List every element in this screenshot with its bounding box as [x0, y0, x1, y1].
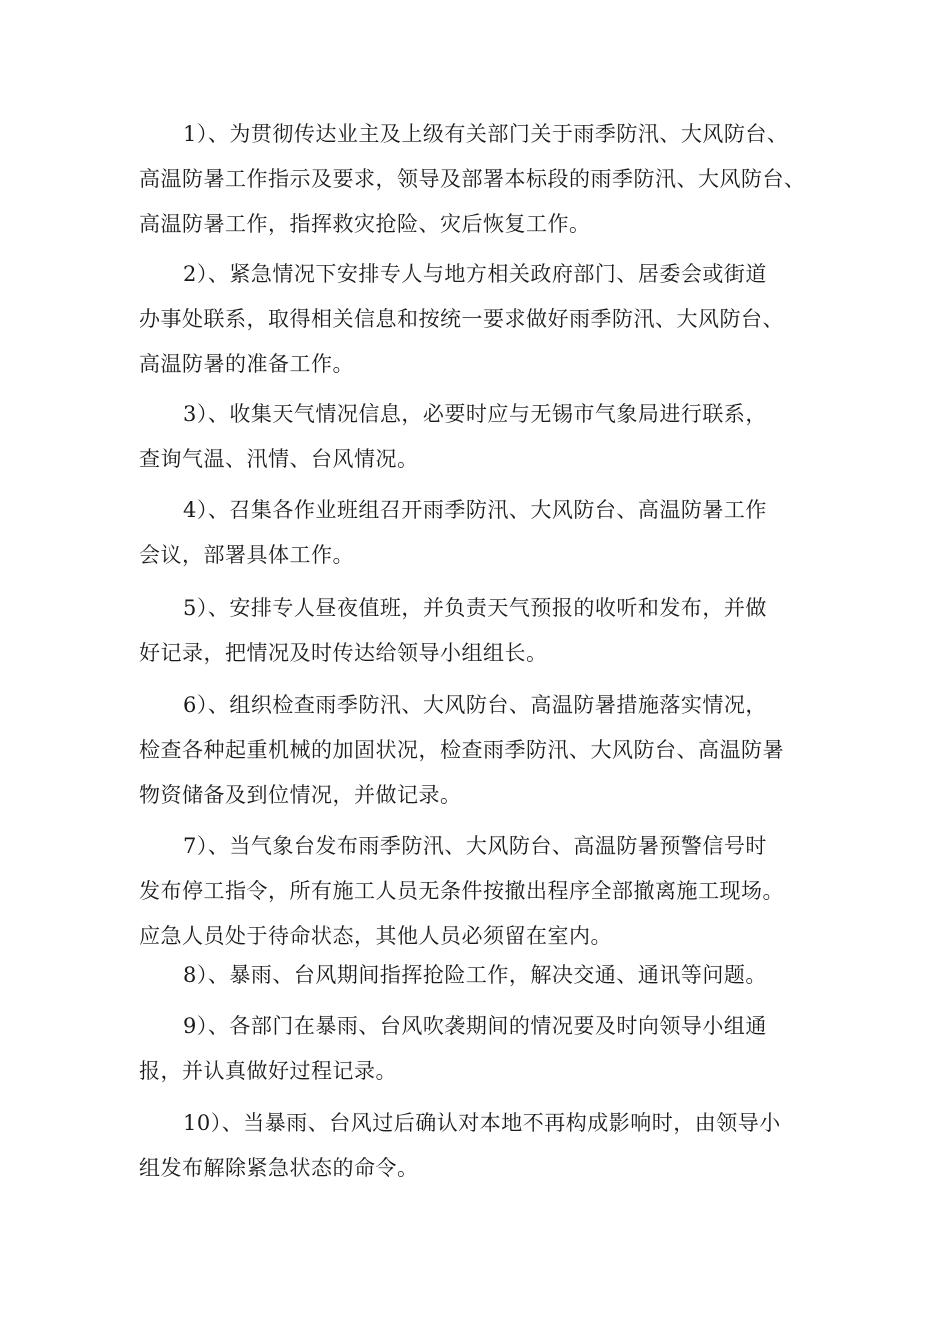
- paragraph-10: [139, 1101, 829, 1191]
- paragraph-3: [139, 392, 829, 482]
- paragraph-line: 报，并认真做好过程记录。: [139, 1059, 397, 1083]
- paragraph-line: 8）、暴雨、台风期间指挥抢险工作，解决交通、通讯等问题。: [183, 963, 767, 987]
- paragraph-line: 办事处联系，取得相关信息和按统一要求做好雨季防汛、大风防台、: [139, 307, 784, 331]
- paragraph-line: 6）、组织检查雨季防汛、大风防台、高温防暑措施落实情况，: [183, 693, 767, 717]
- paragraph-7: [139, 824, 829, 959]
- paragraph-6: [139, 683, 829, 818]
- paragraph-line: 4）、召集各作业班组召开雨季防汛、大风防台、高温防暑工作: [183, 498, 767, 522]
- paragraph-line: 1）、为贯彻传达业主及上级有关部门关于雨季防汛、大风防台、: [183, 122, 789, 146]
- paragraph-line: 物资储备及到位情况，并做记录。: [139, 783, 462, 807]
- paragraph-5: [139, 586, 829, 676]
- paragraph-line: 9）、各部门在暴雨、台风吹袭期间的情况要及时向领导小组通: [183, 1014, 767, 1038]
- paragraph-line: 组发布解除紧急状态的命令。: [139, 1156, 419, 1180]
- paragraph-line: 5）、安排专人昼夜值班，并负责天气预报的收听和发布，并做: [183, 596, 767, 620]
- paragraph-line: 3）、收集天气情况信息，必要时应与无锡市气象局进行联系，: [183, 402, 767, 426]
- paragraph-8: [139, 953, 829, 998]
- paragraph-line: 高温防暑工作，指挥救灾抢险、灾后恢复工作。: [139, 212, 591, 236]
- paragraph-line: 应急人员处于待命状态，其他人员必须留在室内。: [139, 924, 612, 948]
- paragraph-line: 查询气温、汛情、台风情况。: [139, 447, 419, 471]
- paragraph-4: [139, 488, 829, 578]
- paragraph-line: 10）、当暴雨、台风过后确认对本地不再构成影响时，由领导小: [183, 1111, 781, 1135]
- paragraph-2: [139, 252, 829, 387]
- paragraph-9: [139, 1004, 829, 1094]
- paragraph-1: [139, 112, 829, 247]
- paragraph-line: 检查各种起重机械的加固状况，检查雨季防汛、大风防台、高温防暑: [139, 738, 784, 762]
- paragraph-line: 好记录，把情况及时传达给领导小组组长。: [139, 641, 548, 665]
- paragraph-line: 2）、紧急情况下安排专人与地方相关政府部门、居委会或街道: [183, 262, 767, 286]
- paragraph-line: 发布停工指令，所有施工人员无条件按撤出程序全部撤离施工现场。: [139, 879, 784, 903]
- paragraph-line: 高温防暑工作指示及要求，领导及部署本标段的雨季防汛、大风防台、: [139, 167, 806, 191]
- paragraph-line: 会议，部署具体工作。: [139, 543, 354, 567]
- paragraph-line: 7）、当气象台发布雨季防汛、大风防台、高温防暑预警信号时: [183, 834, 767, 858]
- paragraph-line: 高温防暑的准备工作。: [139, 352, 354, 376]
